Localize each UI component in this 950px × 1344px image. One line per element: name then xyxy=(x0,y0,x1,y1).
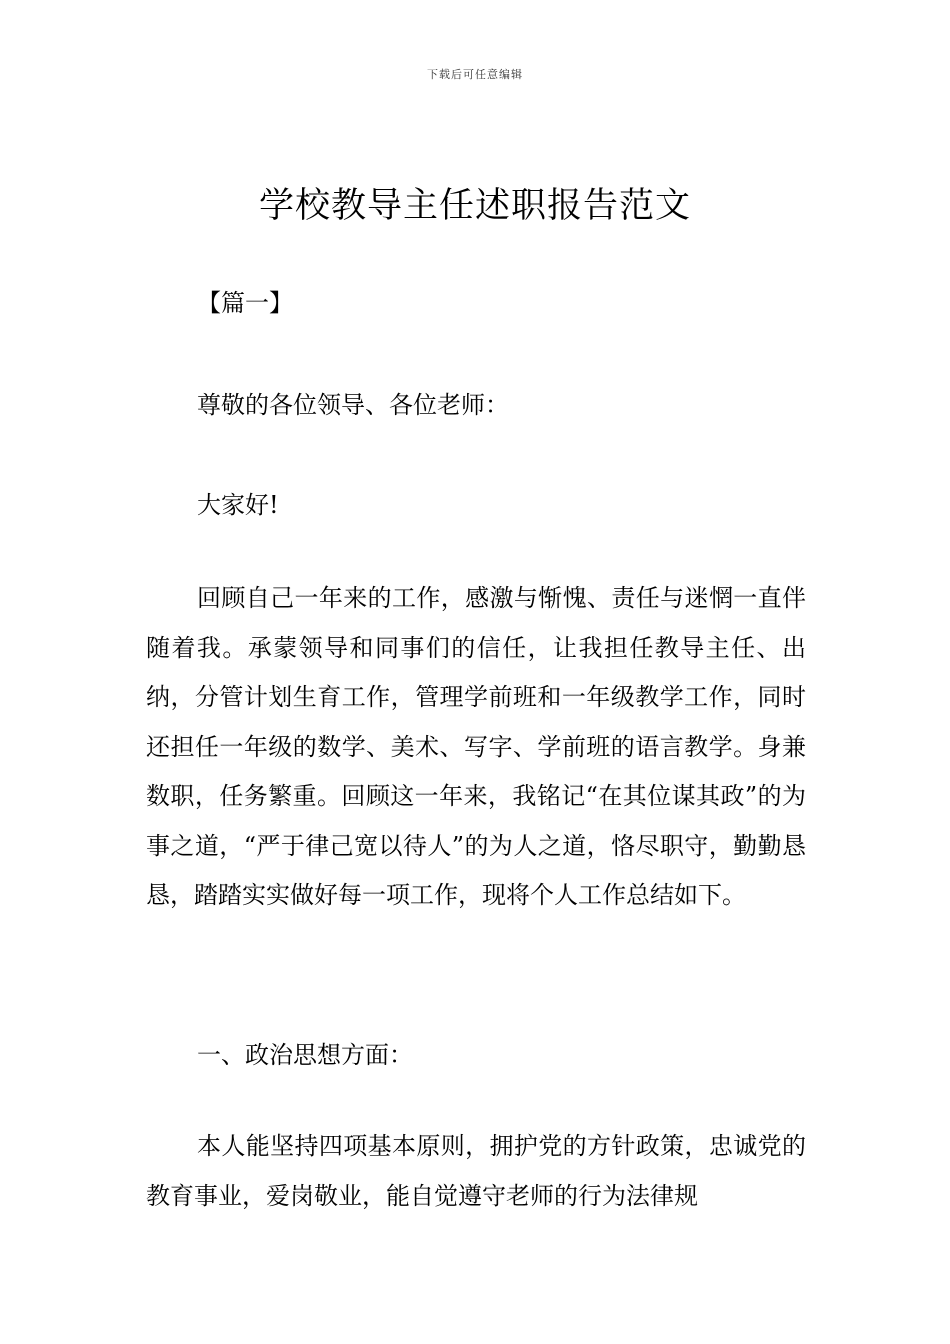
document-title: 学校教导主任述职报告范文 xyxy=(258,186,691,226)
greeting: 大家好! xyxy=(197,491,279,519)
body-paragraph: 回顾自己一年来的工作，感激与惭愧、责任与迷惘一直伴随着我。承蒙领导和同事们的信任，让我担任教导主任、出纳，分管计划生育工作，管理学前班和一年级教学工作，同时还担任一年级的数学、美术、写字、学前班的语言教学。身兼数职，任务繁重。回顾这一年来，我铭记“在其位谋其政”的为事之道，“严于律己宽以待人”的为人之道，恪尽职守，勤勤恳恳，踏踏实实做好每一项工作，现将个人工作总结如下。 xyxy=(146,584,806,909)
section-heading: 一、政治思想方面： xyxy=(197,1041,413,1069)
salutation: 尊敬的各位领导、各位老师： xyxy=(197,391,509,419)
section-label: 【篇一】 xyxy=(197,289,293,317)
body-paragraph: 本人能坚持四项基本原则，拥护党的方针政策，忠诚党的教育事业，爱岗敬业，能自觉遵守老师的行为法律规 xyxy=(146,1132,806,1210)
header-note: 下载后可任意编辑 xyxy=(427,68,523,81)
